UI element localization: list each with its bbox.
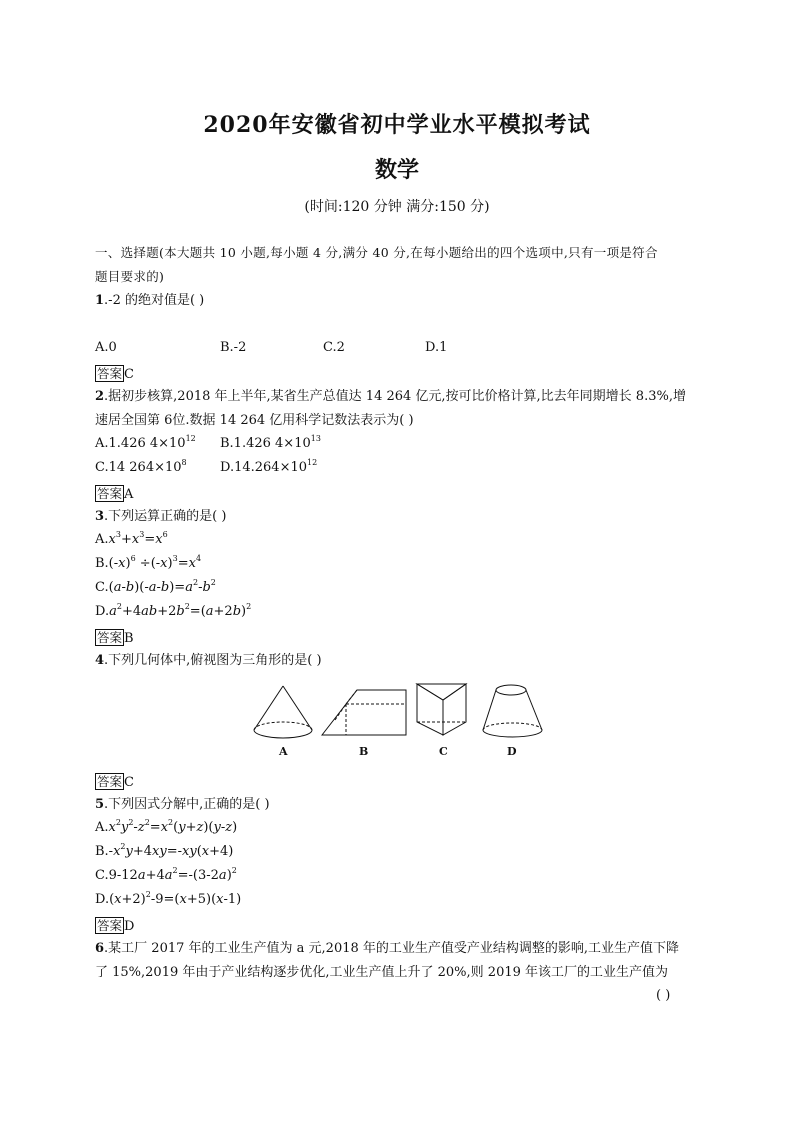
option-c: $C.(a-b)(-a-b)=a^2-b^2$ [95,578,216,595]
question-stem: .下列因式分解中,正确的是( ) [104,797,270,812]
figure-label-c: C [439,745,448,758]
option-b: $B.-x^2y+4xy=-xy(x+4)$ [95,842,234,859]
exam-title: 2020年安徽省初中学业水平模拟考试 [203,112,591,138]
option-b: B.-2 [220,340,247,355]
question-number: 6 [95,941,105,956]
figure-label-d: D [507,745,517,758]
question-stem: .某工厂 2017 年的工业生产值为 a 元,2018 年的工业生产值受产业结构调整的影响,工业生产值下降 [104,941,680,956]
question-stem: .据初步核算,2018 年上半年,某省生产总值达 14 264 亿元,按可比价格计算,比去年同期增长 8.3%,增 [104,389,686,404]
section-heading-line1: 一、选择题(本大题共 10 小题,每小题 4 分,满分 40 分,在每小题给出的四个选项中,只有一项是符合 [95,245,658,260]
question-number: 5 [95,797,105,812]
answer-row [95,772,134,790]
question-6-line2: 了 15%,2019 年由于产业结构逐步优化,工业生产值上升了 20%,则 2019 年该工厂的工业生产值为 [95,965,669,980]
option-c: C.2 [323,340,345,355]
answer-value: C [124,775,134,790]
option-a: $A.x^2y^2-z^2=x^2(y+z)(y-z)$ [95,818,238,835]
question-6 [95,940,679,958]
answer-label: 答案 [97,366,123,381]
answer-label: 答案 [97,918,123,933]
question-5 [95,796,270,814]
answer-row [95,364,134,382]
answer-value: D [124,919,135,934]
question-stem: .下列运算正确的是( ) [104,509,227,524]
section-heading-line2: 题目要求的) [95,269,165,284]
question-stem: .-2 的绝对值是( ) [104,293,205,308]
answer-label: 答案 [97,774,123,789]
figure-label-b: B [359,745,369,758]
answer-value: B [124,631,134,646]
question-number: 4 [95,653,105,668]
option-a: A.1.426 $4\times 10^{12}$ [95,434,196,451]
option-b: $B.(-x)^6 \div(-x)^3=x^4$ [95,554,202,571]
exam-meta: (时间:120 分钟 满分:150 分) [304,199,490,215]
question-number: 2 [95,389,105,404]
question-stem: .下列几何体中,俯视图为三角形的是( ) [104,653,322,668]
answer-row [95,628,134,646]
question-2-line2: 速居全国第 6位.数据 14 264 亿用科学记数法表示为( ) [95,413,414,428]
prism-shape-b [322,690,406,735]
option-b: B.1.426 $4\times 10^{13}$ [220,434,321,451]
cone-shape [254,686,312,738]
frustum-shape [483,685,542,737]
option-c: C.14 $264\times 10^8$ [95,458,187,475]
option-d: $D.(x+2)^2-9=(x+5)(x-1)$ [95,890,242,907]
answer-label: 答案 [97,630,123,645]
option-a: A.0 [95,340,117,355]
answer-row [95,484,133,502]
triangular-prism-shape [417,684,466,735]
answer-value: A [124,487,134,502]
option-c: $C.9-12a+4a^2=-(3-2a)^2$ [95,866,237,883]
question-4 [95,652,322,670]
question-2 [95,388,686,406]
option-d: $D.a^2+4ab+2b^2=(a+2b)^2$ [95,602,252,619]
answer-row [95,916,134,934]
answer-label: 答案 [97,486,123,501]
figure-label-a: A [279,745,288,758]
solids-figure [240,680,560,750]
subject-title: 数学 [374,157,419,183]
option-a: $A.x^3+x^3=x^6$ [95,530,168,547]
answer-paren: ( ) [656,988,671,1003]
option-d: D.1 [425,340,448,355]
question-3 [95,508,226,526]
option-d: $D.14.264\times 10^{12}$ [220,458,318,475]
question-number: 1 [95,293,105,308]
answer-value: C [124,367,134,382]
question-number: 3 [95,509,105,524]
question-1 [95,292,204,310]
